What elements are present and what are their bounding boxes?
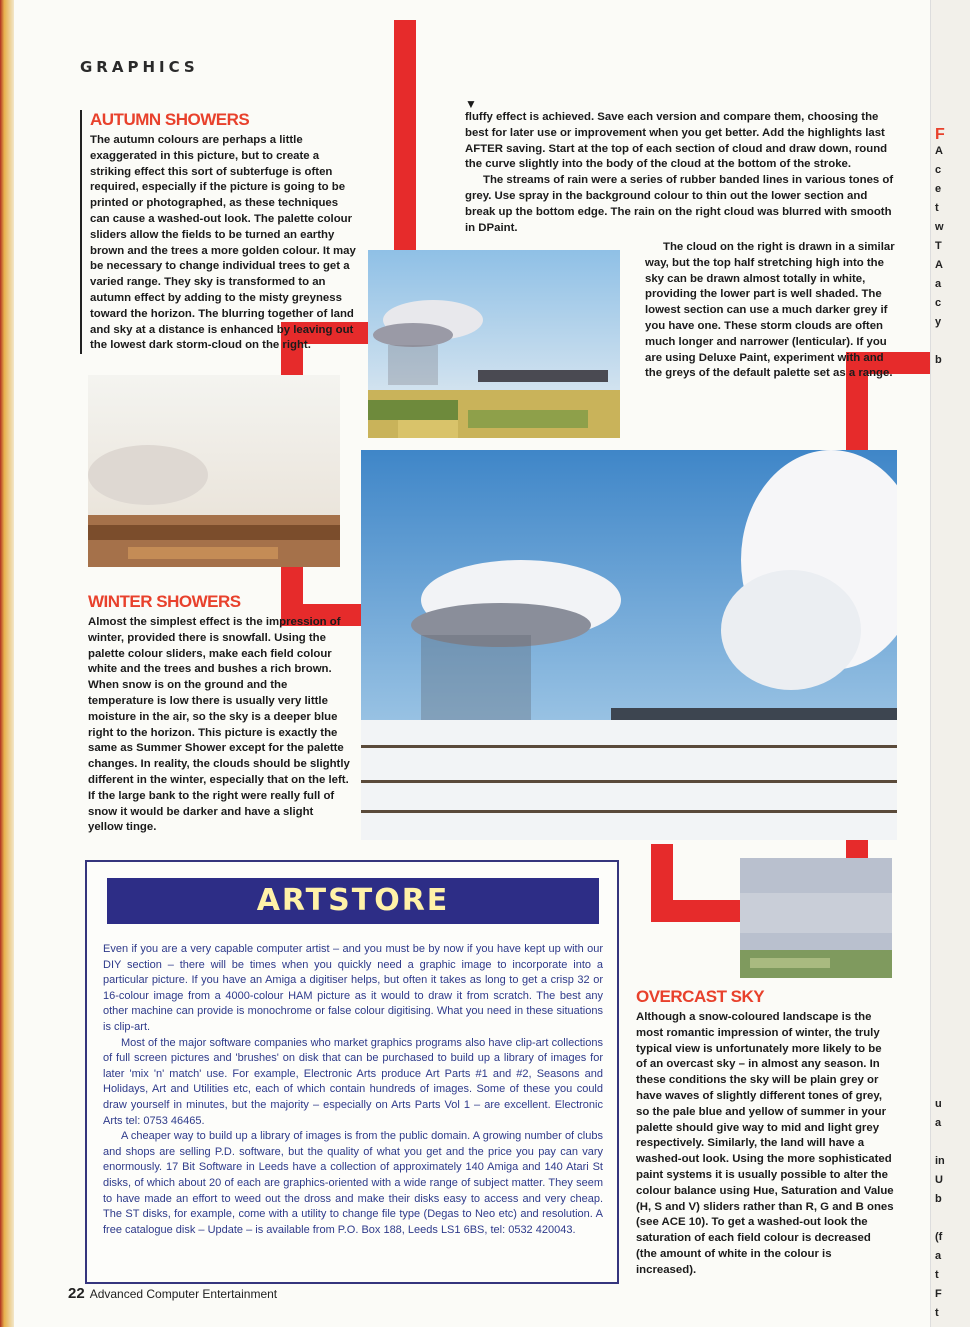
artstore-p1: Even if you are a very capable computer artist – and you must be by now if you have kept up with our DIY section – there will be times when you quickly need a graphic image to incorporate into a particular picture. If you have an Amiga a digitiser helps, but often it takes as long to get a crisp 32 or 16-colour image from a 4000-colour HAM picture as it would to draw it from scratch. The best any other machine can provide is monochrome or false colour digitising. What you need in these situations is clip-art. bbox=[103, 943, 603, 1033]
overcast-picture bbox=[740, 858, 892, 978]
autumn-article bbox=[80, 110, 360, 354]
red-bar bbox=[394, 20, 416, 270]
artstore-box bbox=[85, 860, 619, 1284]
winter-showers-picture bbox=[361, 450, 897, 840]
continuation-p1: fluffy effect is achieved. Save each version and compare them, choosing the best for later use or improvement when you get better. Add the highlights last AFTER saving. Start at the top of each section of cloud and draw down, round the curve slightly into the body of the cloud at the bottom of the stroke. bbox=[465, 111, 888, 171]
page-footer bbox=[68, 1285, 277, 1302]
autumn-cloud-picture bbox=[368, 250, 620, 438]
continuation-p3-block bbox=[645, 240, 895, 382]
red-bar bbox=[651, 900, 741, 922]
continuation-article bbox=[465, 98, 895, 236]
overcast-heading: OVERCAST SKY bbox=[636, 987, 765, 1006]
artstore-body bbox=[103, 942, 603, 1238]
autumn-haze-picture bbox=[88, 375, 340, 567]
overcast-article bbox=[636, 987, 894, 1279]
page-number: 22 bbox=[68, 1285, 85, 1302]
artstore-p3: A cheaper way to build up a library of images is from the public domain. A growing number of clubs and shops are selling P.D. software, but the quality of what you get and the price you pay can vary enormously. 17 Bit Software in Leeds have a collection of approximately 140 Amiga and 140 Atari St disks, of which about 20 of each are graphics-oriented with a wide range of subject matter. They seem to have made an effort to weed out the dross and make their disks easy to access and very cheap. The ST disks, for example, come with a utility to change file type (Degas to Neo etc) and resolution. A free catalogue disk – Update – is available from P.O. Box 188, Leeds LS1 6BS, tel: 0532 420043. bbox=[103, 1130, 603, 1236]
continuation-p3: The cloud on the right is drawn in a similar way, but the top half stretching high into the sky can be drawn almost totally in white, providing the lower part is well shaded. The lowest section can use a much darker grey if you have one. These storm clouds are often much longer and narrower (lenticular). If you are using Deluxe Paint, experiment with and the greys of the default palette set as a range. bbox=[645, 241, 895, 380]
artstore-p2: Most of the major software companies who market graphics programs also have clip-art collections of full screen pictures and 'brushes' on disk that can be purchased to build up a library of images for later 'mix 'n' match' use. For example, Electronic Arts produce Art Parts #1 and #2, Seasons and Holidays, Art and Utilities etc, each of which contain hundreds of images. Some of these you could draw yourself in minutes, but the majority – especially on Arts Parts Vol 1 – are excellent. Electronic Arts tel: 0753 46465. bbox=[103, 1036, 603, 1127]
winter-heading: WINTER SHOWERS bbox=[88, 592, 241, 611]
autumn-heading: AUTUMN SHOWERS bbox=[90, 110, 250, 129]
continue-arrow-icon: ▼ bbox=[465, 97, 477, 111]
winter-article bbox=[88, 592, 350, 836]
autumn-body: The autumn colours are perhaps a little exaggerated in this picture, but to create a striking effect this sort of subterfuge is often required, especially if the picture is going to be printed or photographed, as these techniques can cause a washed-out look. The palette colour sliders allow the fields to be turned an earthy brown and the trees a more golden colour. It may be necessary to change individual trees to get a varied range. They sky is transformed to an autumn effect by adding to the misty greyness toward the horizon. The blurring together of land and sky at a distance is enhanced by leaving out the lowest dark storm-cloud on the right. bbox=[90, 134, 356, 352]
artstore-title: ARTSTORE bbox=[107, 878, 599, 924]
magazine-name: Advanced Computer Entertainment bbox=[89, 1287, 278, 1301]
overcast-body: Although a snow-coloured landscape is the most romantic impression of winter, the truly typical view is unfortunately more likely to be of an overcast sky – in almost any season. In these conditions the sky will be plain grey or have waves of slightly different tones of grey, so the pale blue and yellow of summer in your palette should give way to mid and light grey respectively. Similarly, the land will have a washed-out look. Using the more sophisticated paint systems it is usually possible to alter the colour balance using Hue, Saturation and Value (H, S and V) sliders rather than R, G and B ones (see ACE 10). To get a washed-out look the saturation of each field colour is decreased (the amount of white in the colour is increased). bbox=[636, 1011, 894, 1276]
winter-body: Almost the simplest effect is the impression of winter, provided there is snowfall. Using the palette colour sliders, make each field colour white and the trees and bushes a rich brown. When snow is on the ground and the temperature is low there is usually very little moisture in the air, so the sky is a deeper blue right to the horizon. This picture is exactly the same as Summer Shower except for the palette changes. In reality, the clouds should be slightly different in the winter, especially that on the left. If the large bank to the right were really full of snow it would be darker and have a slight yellow tinge. bbox=[88, 616, 350, 834]
adjacent-page: F A c e t w T A a c y b u a in U b (f a t F t bbox=[930, 0, 970, 1327]
continuation-p2: The streams of rain were a series of rubber banded lines in various tones of grey. Use spray in the background colour to thin out the lower section and break up the bottom edge. The rain on the right cloud was blurred with smooth in DPaint. bbox=[465, 174, 894, 234]
section-label: GRAPHICS bbox=[80, 58, 199, 76]
page-edge bbox=[0, 0, 14, 1327]
